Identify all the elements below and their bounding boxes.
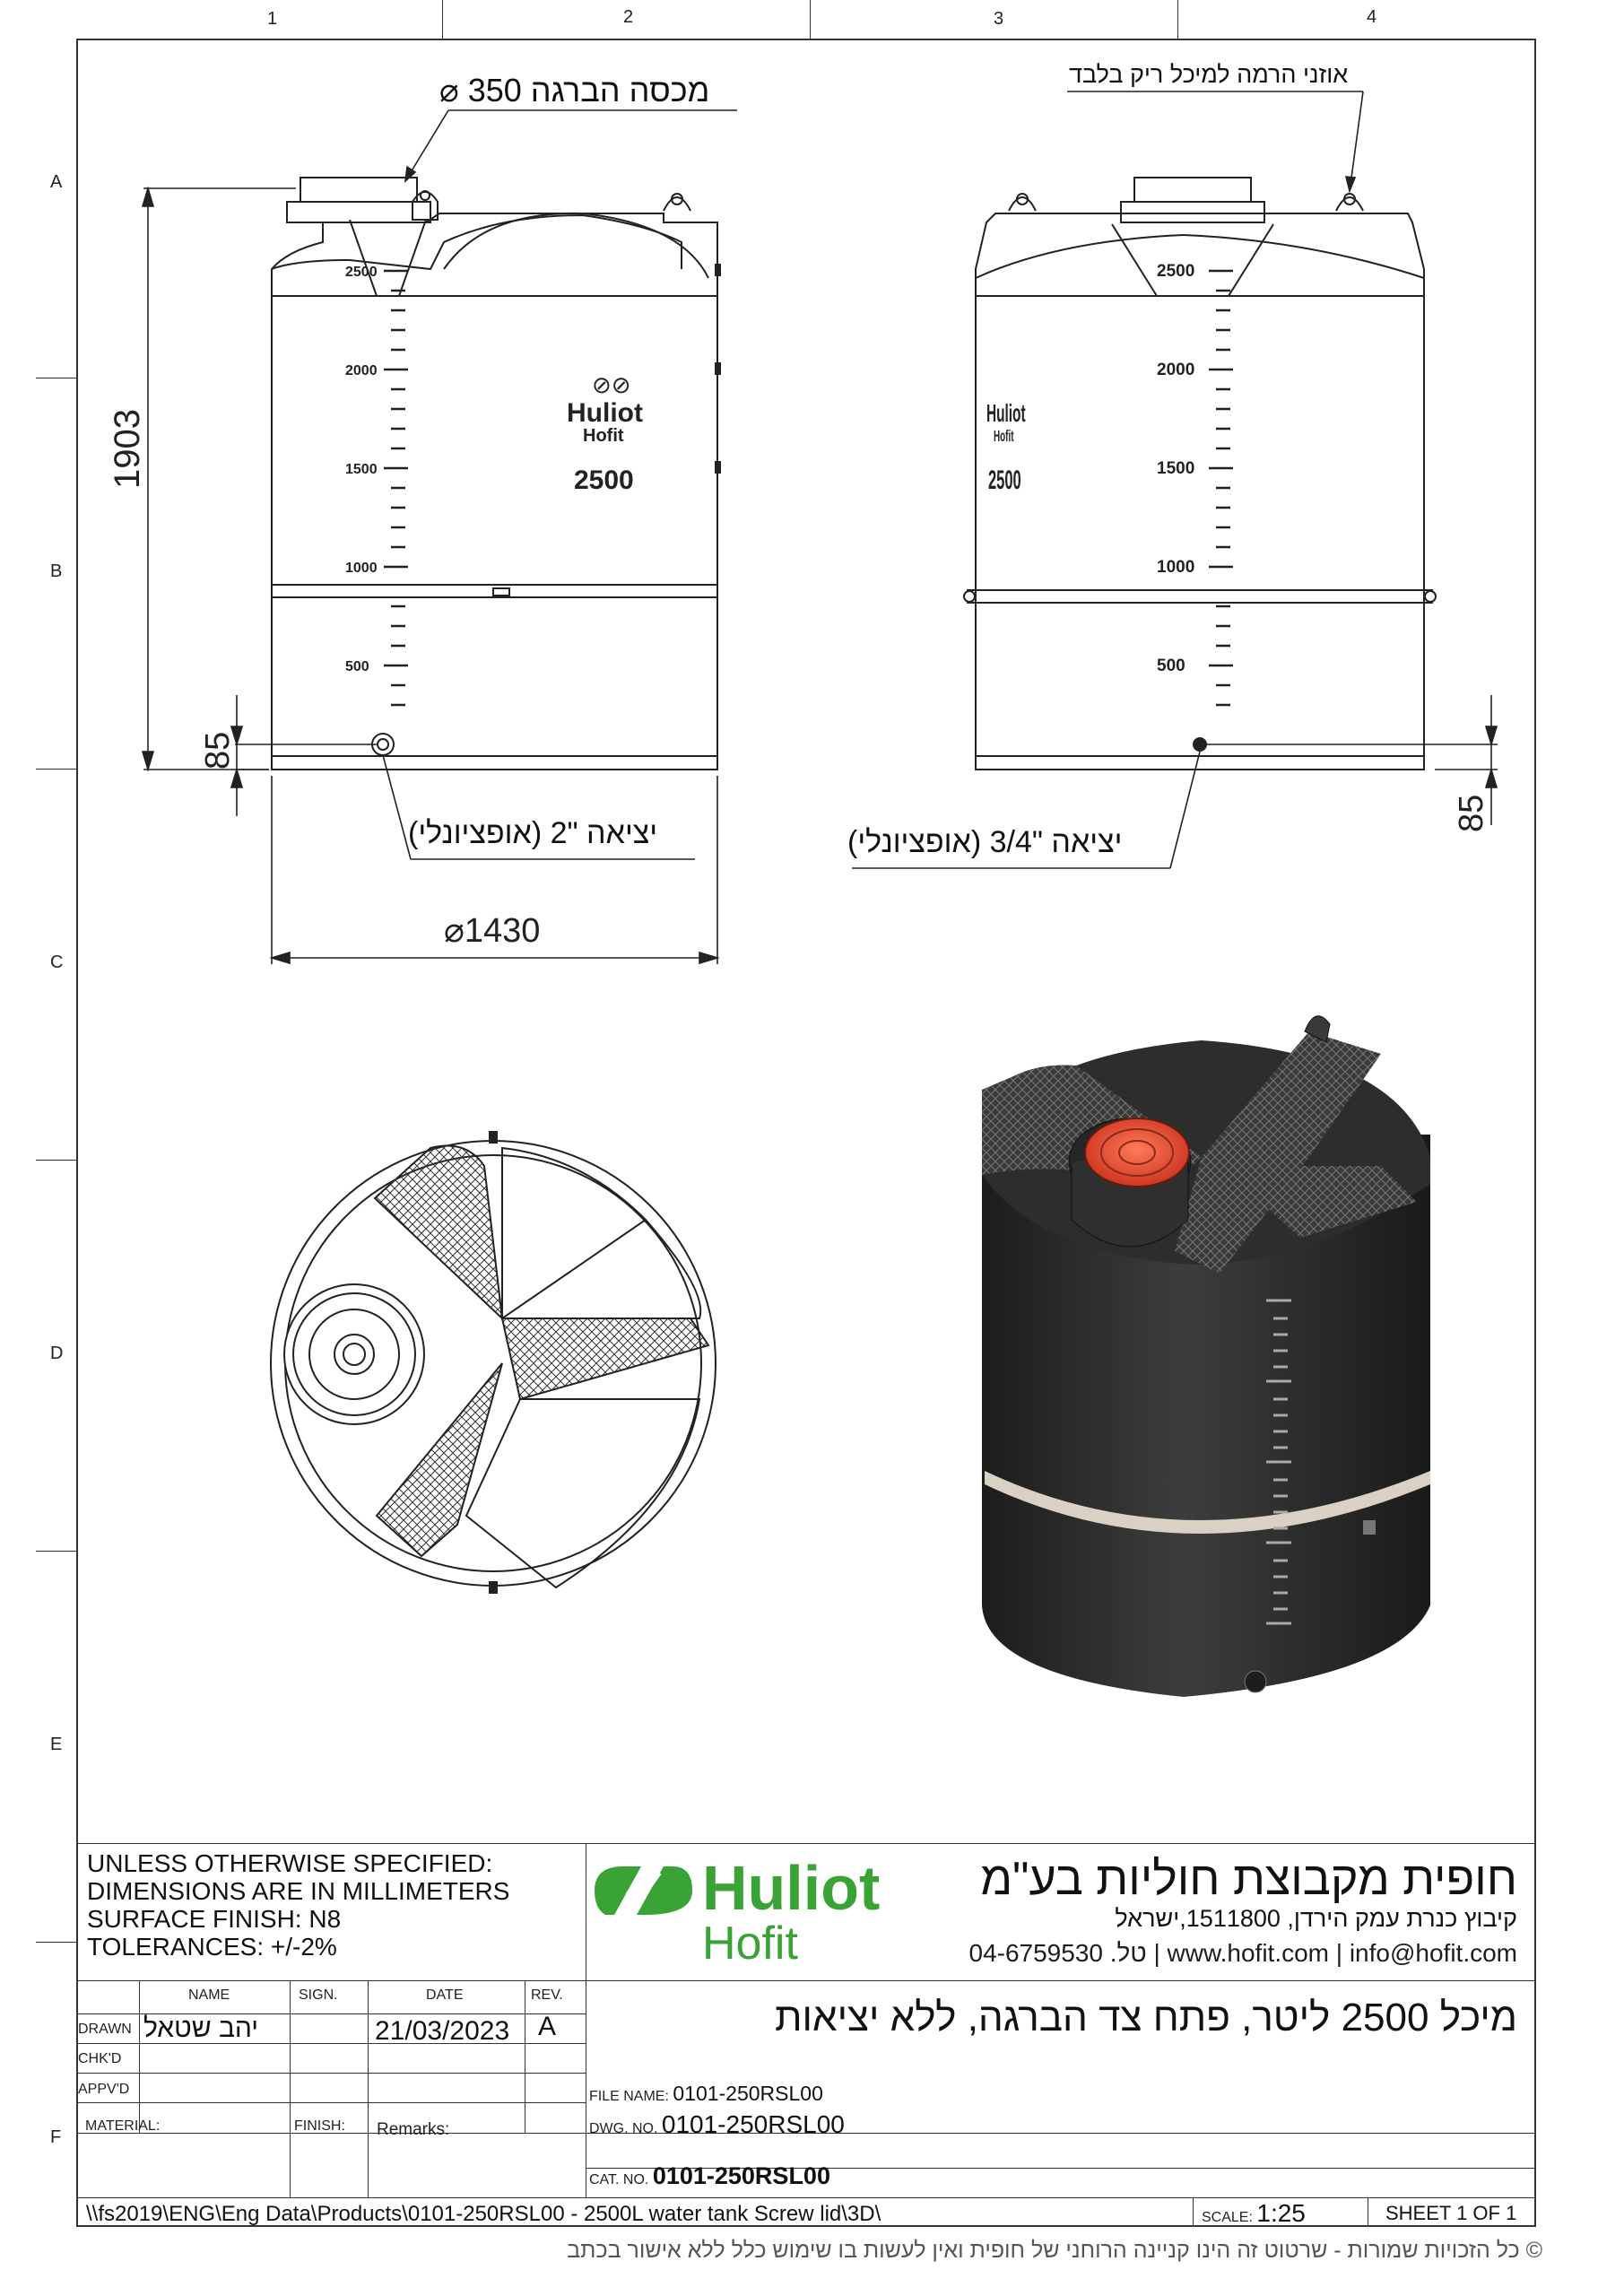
row-label-a: A: [50, 172, 63, 192]
dwg-no-label: DWG. NO.: [589, 2121, 658, 2136]
row-label-e: E: [50, 1735, 63, 1754]
dwg-no-row: [589, 2110, 845, 2139]
sheet-number: SHEET 1 OF 1: [1385, 2202, 1517, 2224]
row-label-d: D: [50, 1344, 64, 1363]
top-view: [271, 1132, 716, 1593]
scale-ticks: [384, 271, 1233, 665]
tank-capacity-right: 2500: [988, 465, 1021, 496]
scale-row: [1202, 2199, 1306, 2228]
side-view: [964, 178, 1436, 770]
col-date: DATE: [426, 1987, 464, 2003]
file-name-label: FILE NAME:: [589, 2089, 669, 2104]
row-apprd: APPV'D: [78, 2082, 130, 2097]
front-view: [272, 178, 720, 770]
column-label-4: 4: [1367, 7, 1377, 27]
material-label: MATERIAL:: [85, 2118, 161, 2134]
spec-line-1: UNLESS OTHERWISE SPECIFIED:: [87, 1849, 493, 1877]
spec-line-4: TOLERANCES: +/-2%: [87, 1933, 337, 1961]
tank-logo-left: [567, 371, 643, 495]
dwg-no: 0101-250RSL00: [661, 2110, 845, 2138]
spec-line-2: DIMENSIONS ARE IN MILLIMETERS: [87, 1877, 510, 1905]
drawn-date: 21/03/2023: [375, 2016, 510, 2046]
logo-hofit: Hofit: [702, 1918, 798, 1970]
dim-diameter: [444, 912, 540, 950]
tank-brand-top-right: Huliot: [986, 399, 1026, 428]
scale-label-500-right: 500: [1157, 657, 1185, 675]
remarks-label: Remarks:: [377, 2120, 450, 2139]
row-drawn: DRAWN: [78, 2022, 132, 2037]
lid-annotation: [439, 72, 709, 109]
cat-no: 0101-250RSL00: [652, 2162, 830, 2189]
outlet-2-annotation: יציאה "2 (אופציונלי): [408, 816, 658, 850]
scale-minor-ticks: [391, 291, 1230, 705]
finish-label: FINISH:: [294, 2118, 345, 2134]
revision: A: [538, 2012, 557, 2041]
tank-logo-mark: ⊘⊘: [592, 371, 631, 398]
scale-label-2000-right: 2000: [1157, 361, 1195, 379]
scale-label-1000-right: 1000: [1157, 558, 1195, 577]
tank-capacity: 2500: [574, 465, 634, 495]
cat-no-label: CAT. NO.: [589, 2172, 649, 2187]
scale-label-1500-left: 1500: [345, 462, 378, 477]
dim-diameter-value: 1430: [464, 912, 541, 950]
dim-outlet-left: 85: [199, 731, 237, 770]
column-label-2: 2: [623, 7, 634, 27]
file-path: \\fs2019\ENG\Eng Data\Products\0101-250RSL00 - 2500L water tank Screw lid\3D\: [86, 2202, 881, 2226]
row-label-f: F: [50, 2127, 62, 2147]
row-label-c: C: [50, 952, 64, 972]
spec-line-3: SURFACE FINISH: N8: [87, 1905, 342, 1933]
company-contact[interactable]: 04-6759530 .טל | www.hofit.com | info@hofit.com: [968, 1939, 1517, 1967]
dim-height: 1903: [108, 409, 147, 489]
file-name: 0101-250RSL00: [673, 2082, 823, 2105]
scale-label-2500-right: 2500: [1157, 262, 1195, 281]
cat-no-row: [589, 2162, 830, 2190]
file-name-row: [589, 2082, 823, 2106]
col-name: NAME: [188, 1987, 230, 2003]
logo-huliot: Huliot: [702, 1853, 881, 1923]
tank-brand-top: Huliot: [567, 398, 643, 428]
scale-label-2500-left: 2500: [345, 265, 378, 280]
tank-logo-right: [986, 399, 1026, 495]
logo-mark-icon: [587, 1859, 699, 1922]
col-rev: REV.: [531, 1987, 563, 2003]
copyright-notice: © כל הזכויות שמורות - שרטוט זה הינו קניינה הרוחני של חופית ואין לעשות בו שימוש כלל ללא אישור בכתב: [567, 2238, 1542, 2263]
scale-label-2000-left: 2000: [345, 363, 378, 378]
column-label-3: 3: [994, 9, 1004, 29]
tank-brand-bottom-right: Hofit: [993, 428, 1014, 446]
tank-brand-bottom: Hofit: [583, 426, 624, 446]
company-logo: [587, 1852, 919, 1978]
company-name: חופית מקבוצת חוליות בע"מ: [980, 1853, 1517, 1905]
col-sign: SIGN.: [299, 1987, 338, 2003]
company-address: קיבוץ כנרת עמק הירדן, 1511800,ישראל: [1115, 1905, 1517, 1932]
lid-diameter-value: 350: [467, 72, 522, 109]
diameter-icon: ⌀: [439, 72, 459, 109]
scale-label-500-left: 500: [345, 659, 369, 674]
drawn-name: יהב שטאל: [143, 2013, 259, 2043]
scale-label-1000-left: 1000: [345, 561, 378, 576]
scale-label-1500-right: 1500: [1157, 459, 1195, 478]
scale-label: SCALE:: [1202, 2210, 1253, 2225]
dim-outlet-right: 85: [1453, 794, 1490, 832]
lifting-ears-annotation: אוזני הרמה למיכל ריק בלבד: [1069, 61, 1349, 88]
iso-view: [841, 874, 1533, 1798]
row-chkd: CHK'D: [78, 2051, 122, 2066]
diameter-icon: ⌀: [444, 912, 465, 950]
outlet-34-annotation: יציאה "3/4 (אופציונלי): [847, 825, 1123, 859]
scale-value: 1:25: [1256, 2199, 1306, 2227]
drawing-title: מיכל 2500 ליטר, פתח צד הברגה, ללא יציאות: [775, 1996, 1517, 2039]
column-label-1: 1: [267, 9, 278, 29]
lid-annotation-text: מכסה הברגה: [530, 72, 710, 109]
row-label-b: B: [50, 561, 63, 581]
